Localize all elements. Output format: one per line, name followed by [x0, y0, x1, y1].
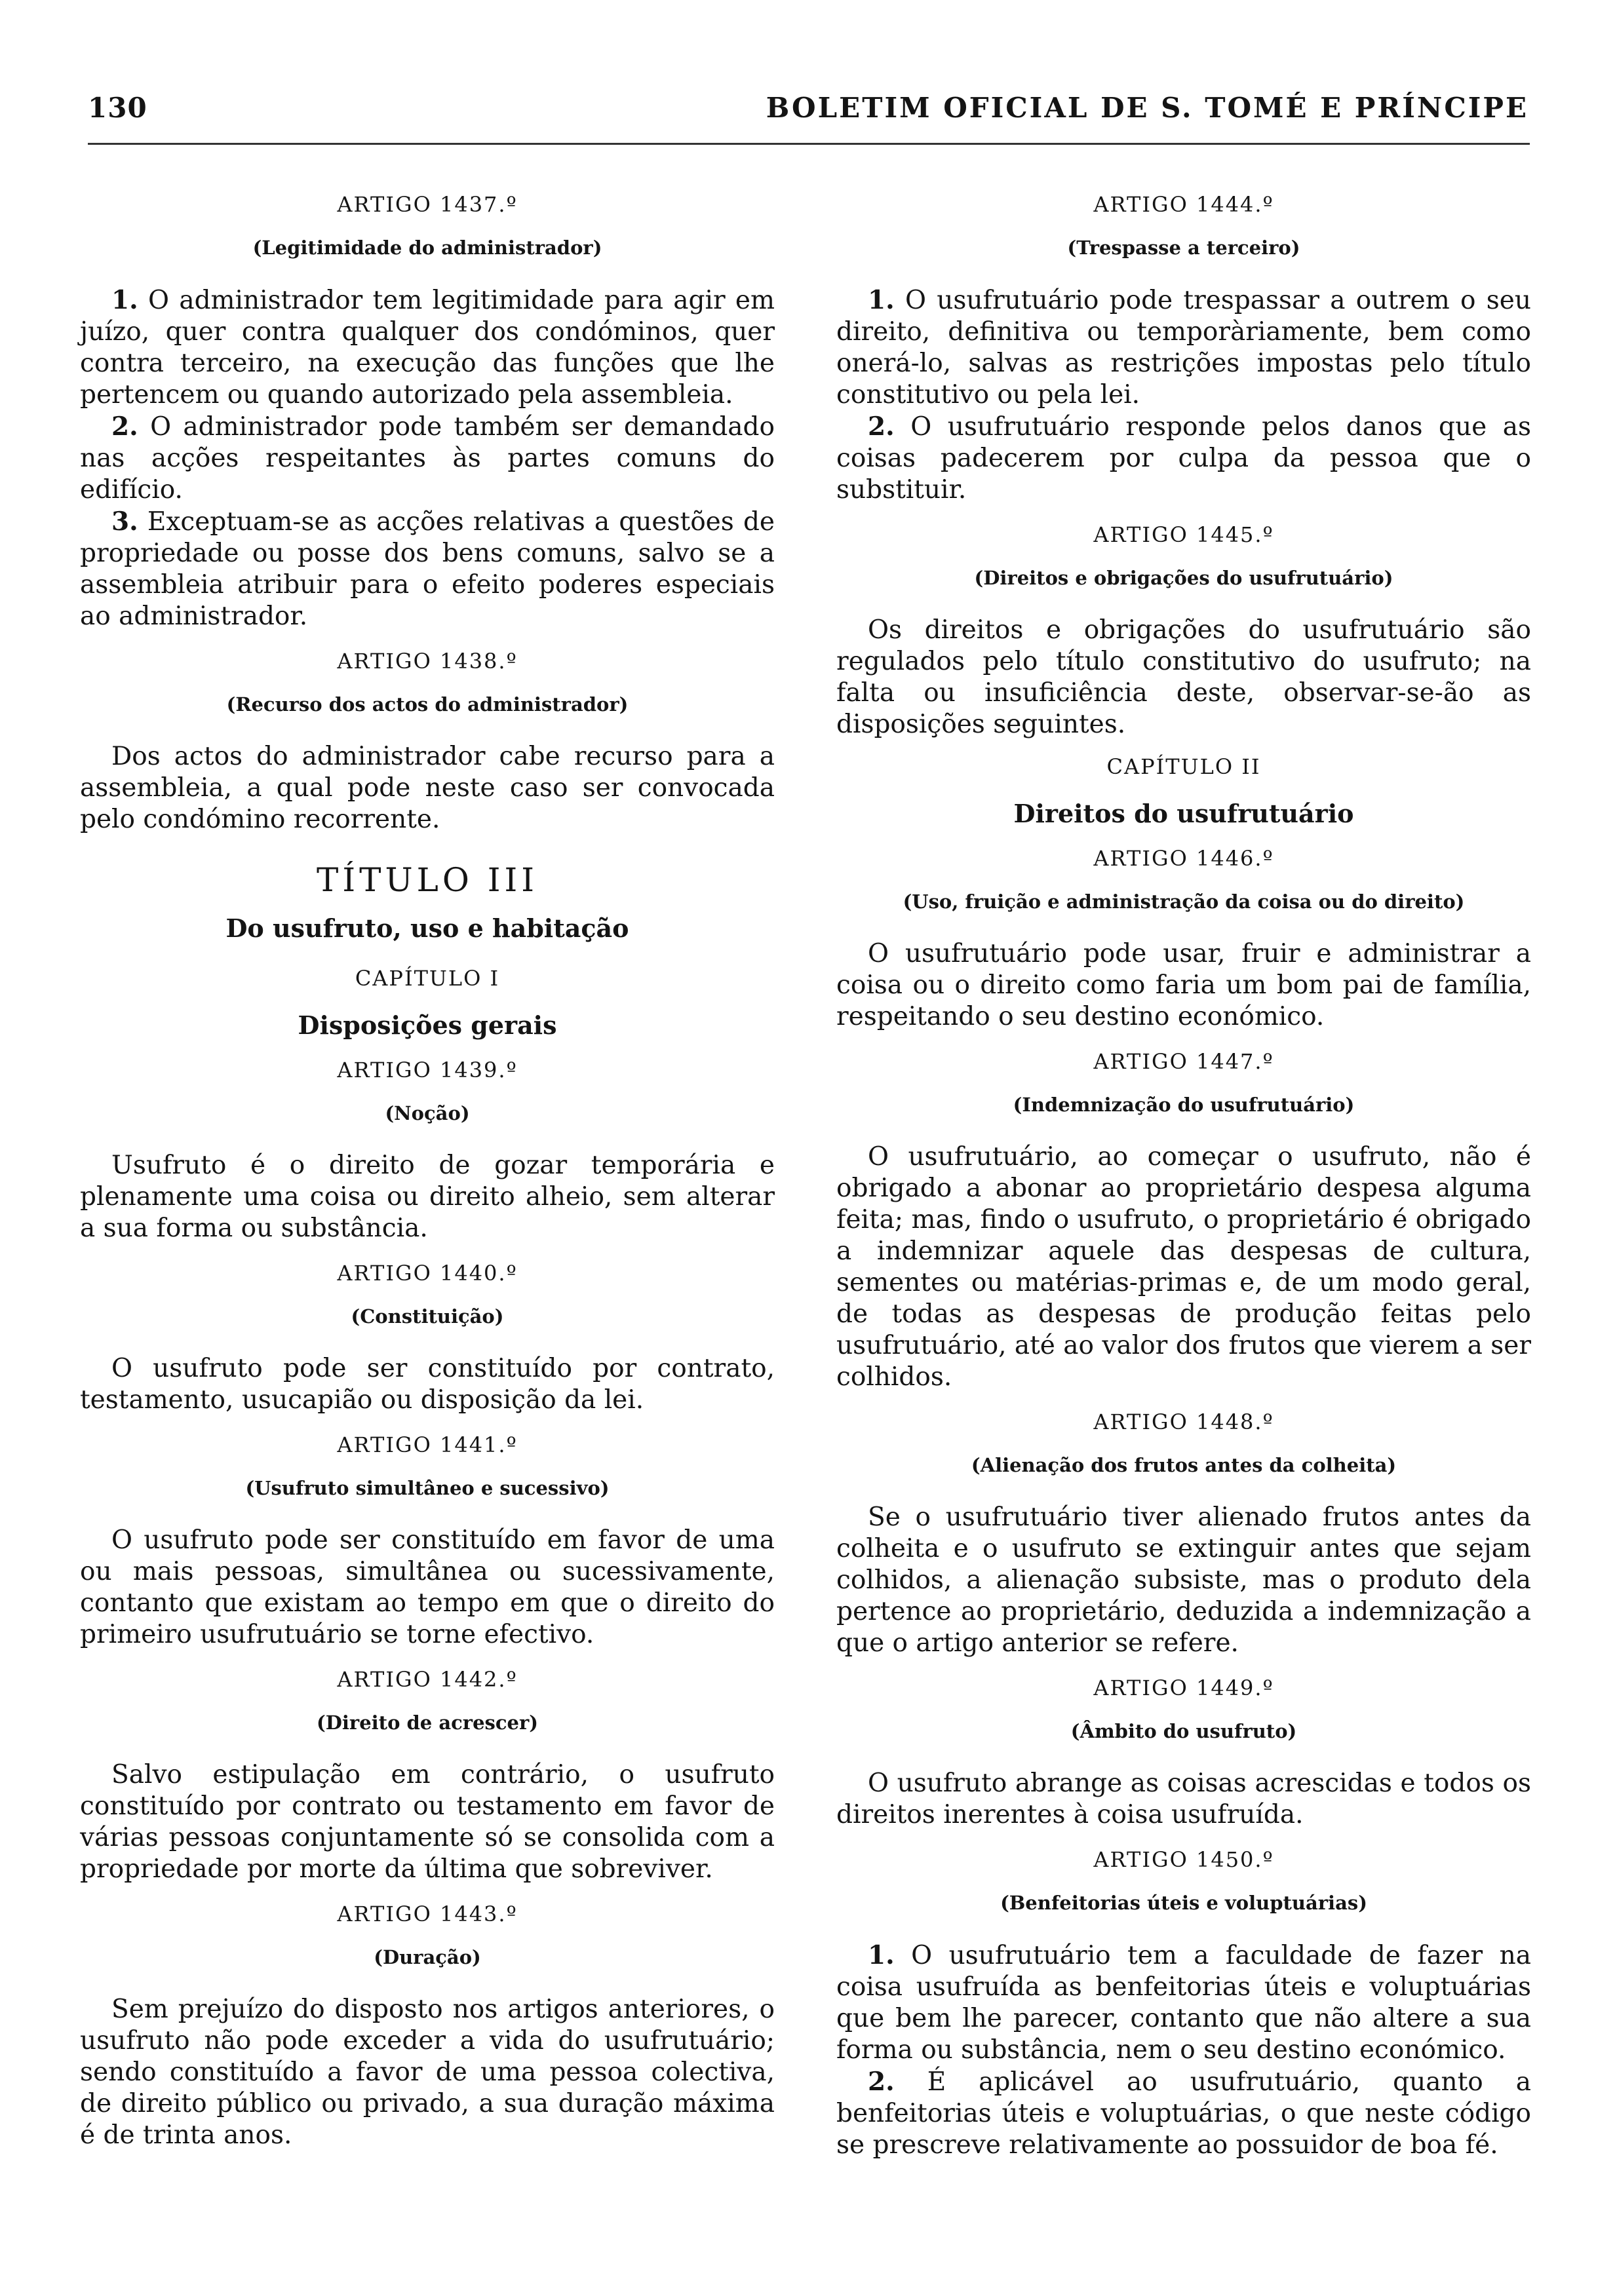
- article-paragraph: [836, 411, 1531, 506]
- article-paragraph: O usufruto abrange as coisas acrescidas e todos os direitos inerentes à coisa usufruída.: [836, 1769, 1531, 1829]
- article-paragraph: [80, 284, 775, 411]
- article-title: ARTIGO 1445.º: [1093, 522, 1274, 547]
- article-1442: [80, 1664, 775, 1885]
- article-paragraph: [836, 2066, 1531, 2161]
- article-1439: [80, 1054, 775, 1244]
- article-paragraph: O usufrutuário pode usar, fruir e administrar a coisa ou o direito como faria um bom pai de família, respeitando o seu destino económico.: [836, 939, 1531, 1031]
- article-title: ARTIGO 1443.º: [337, 1902, 518, 1926]
- article-epigraph: (Recurso dos actos do administrador): [226, 693, 629, 716]
- article-1446: [836, 843, 1531, 1033]
- article-epigraph: (Duração): [374, 1946, 481, 1968]
- article-title: ARTIGO 1438.º: [337, 649, 518, 674]
- title-subtitle: Do usufruto, uso e habitação: [225, 913, 629, 943]
- article-paragraph: Os direitos e obrigações do usufrutuário são regulados pelo título constitutivo do usufruto; na falta ou insuficiência deste, observar-se-ão as disposições seguintes.: [836, 615, 1531, 739]
- article-1438: [80, 645, 775, 835]
- article-paragraph: Usufruto é o direito de gozar temporária e plenamente uma coisa ou direito alheio, sem alterar a sua forma ou substância.: [80, 1151, 775, 1243]
- article-1448: [836, 1406, 1531, 1659]
- article-paragraph: O usufruto pode ser constituído em favor de uma ou mais pessoas, simultânea ou sucessivamente, contanto que existam ao tempo em que o direito do primeiro usufrutuário se torne efectivo.: [80, 1525, 775, 1649]
- article-epigraph: (Benfeitorias úteis e voluptuárias): [1000, 1892, 1367, 1914]
- page-number: 130: [88, 92, 147, 124]
- article-1441: [80, 1429, 775, 1651]
- header-rule: [88, 143, 1530, 145]
- paragraph-text: O administrador tem legitimidade para agir em juízo, quer contra qualquer dos condóminos, quer contra terceiro, na execução das funções que lhe pertencem ou quando autorizado pela assembleia.: [80, 286, 775, 410]
- article-paragraph: [836, 1940, 1531, 2066]
- article-title: ARTIGO 1448.º: [1093, 1409, 1274, 1434]
- paragraph-text: O administrador pode também ser demandado nas acções respeitantes às partes comuns do edifício.: [80, 412, 775, 505]
- article-title: ARTIGO 1440.º: [337, 1261, 518, 1286]
- article-epigraph: (Alienação dos frutos antes da colheita): [971, 1454, 1397, 1476]
- paragraph-text: O usufrutuário responde pelos danos que as coisas padecerem por culpa da pessoa que o substituir.: [836, 412, 1531, 505]
- article-epigraph: (Legitimidade do administrador): [252, 237, 602, 259]
- article-paragraph: O usufrutuário, ao começar o usufruto, não é obrigado a abonar ao proprietário despesa alguma feita; mas, findo o usufruto, o proprietário é obrigado a indemnizar aquele das despesas de cultura, sementes ou matérias-primas e, de um modo geral, de todas as despesas de produção feitas pelo usufrutuário, até ao valor dos frutos que vierem a ser colhidos.: [836, 1142, 1531, 1392]
- article-paragraph: O usufruto pode ser constituído por contrato, testamento, usucapião ou disposição da lei.: [80, 1354, 775, 1415]
- article-title: ARTIGO 1439.º: [337, 1058, 518, 1082]
- article-epigraph: (Uso, fruição e administração da coisa ou do direito): [903, 890, 1465, 913]
- article-title: ARTIGO 1447.º: [1093, 1049, 1274, 1074]
- article-1440: [80, 1257, 775, 1416]
- article-epigraph: (Âmbito do usufruto): [1070, 1720, 1297, 1742]
- article-1445: [836, 519, 1531, 740]
- paragraph-number: 3.: [111, 507, 138, 537]
- chapter-section: [836, 751, 1531, 830]
- article-1450: [836, 1844, 1531, 2161]
- article-paragraph: Sem prejuízo do disposto nos artigos anteriores, o usufruto não pode exceder a vida do usufrutuário; sendo constituído a favor de uma pessoa colectiva, de direito público ou privado, a sua duração máxima é de trinta anos.: [80, 1995, 775, 2150]
- article-title: ARTIGO 1446.º: [1093, 846, 1274, 871]
- article-1447: [836, 1046, 1531, 1393]
- paragraph-number: 1.: [868, 285, 895, 315]
- article-1443: [80, 1898, 775, 2151]
- article-epigraph: (Usufruto simultâneo e sucessivo): [245, 1477, 610, 1499]
- left-column: [80, 176, 775, 2151]
- article-paragraph: [80, 506, 775, 632]
- article-epigraph: (Direito de acrescer): [317, 1712, 538, 1734]
- article-paragraph: Se o usufrutuário tiver alienado frutos antes da colheita e o usufruto se extinguir antes que sejam colhidos, a alienação subsiste, mas o produto dela pertence ao proprietário, deduzida a indemnização a que o artigo anterior se refere.: [836, 1502, 1531, 1658]
- paragraph-text: Exceptuam-se as acções relativas a questões de propriedade ou posse dos bens comuns, salvo se a assembleia atribuir para o efeito poderes especiais ao administrador.: [80, 507, 775, 631]
- paragraph-number: 2.: [868, 411, 895, 442]
- article-epigraph: (Noção): [385, 1102, 470, 1124]
- article-title: ARTIGO 1442.º: [337, 1667, 518, 1692]
- chapter-heading: CAPÍTULO II: [1106, 754, 1261, 779]
- journal-title: BOLETIM OFICIAL DE S. TOMÉ E PRÍNCIPE: [766, 92, 1528, 124]
- chapter-heading: CAPÍTULO I: [355, 966, 500, 991]
- page-header: [0, 0, 1615, 157]
- article-epigraph: (Constituição): [351, 1305, 504, 1328]
- paragraph-text: É aplicável ao usufrutuário, quanto a benfeitorias úteis e voluptuárias, o que neste código se prescreve relativamente ao possuidor de boa fé.: [836, 2067, 1531, 2160]
- article-title: ARTIGO 1437.º: [337, 192, 518, 217]
- article-epigraph: (Trespasse a terceiro): [1067, 237, 1300, 259]
- article-title: ARTIGO 1450.º: [1093, 1847, 1274, 1872]
- right-column: [836, 176, 1531, 2161]
- article-1437: [80, 189, 775, 632]
- article-paragraph: Salvo estipulação em contrário, o usufruto constituído por contrato ou testamento em favor de várias pessoas conjuntamente só se consolida com a propriedade por morte da última que sobreviver.: [80, 1760, 775, 1884]
- paragraph-number: 1.: [868, 1940, 895, 1970]
- chapter-subtitle: Direitos do usufrutuário: [1013, 799, 1354, 828]
- paragraph-text: O usufrutuário tem a faculdade de fazer na coisa usufruída as benfeitorias úteis e voluptuárias que bem lhe parecer, contanto que não altere a sua forma ou substância, nem o seu destino económico.: [836, 1941, 1531, 2065]
- article-paragraph: [80, 411, 775, 506]
- paragraph-number: 2.: [111, 411, 138, 442]
- article-title: ARTIGO 1449.º: [1093, 1675, 1274, 1700]
- article-1444: [836, 189, 1531, 506]
- title-section: [80, 861, 775, 1041]
- article-epigraph: (Direitos e obrigações do usufrutuário): [974, 567, 1393, 589]
- article-title: ARTIGO 1444.º: [1093, 192, 1274, 217]
- article-1449: [836, 1672, 1531, 1831]
- article-paragraph: [836, 284, 1531, 411]
- chapter-subtitle: Disposições gerais: [298, 1010, 557, 1040]
- title-heading: TÍTULO III: [317, 861, 538, 899]
- paragraph-number: 1.: [111, 285, 138, 315]
- article-paragraph: Dos actos do administrador cabe recurso para a assembleia, a qual pode neste caso ser convocada pelo condómino recorrente.: [80, 742, 775, 834]
- article-title: ARTIGO 1441.º: [337, 1432, 518, 1457]
- paragraph-text: O usufrutuário pode trespassar a outrem o seu direito, definitiva ou temporàriamente, bem como onerá-lo, salvas as restrições impostas pelo título constitutivo ou pela lei.: [836, 286, 1532, 410]
- article-epigraph: (Indemnização do usufrutuário): [1013, 1094, 1355, 1116]
- paragraph-number: 2.: [868, 2067, 895, 2097]
